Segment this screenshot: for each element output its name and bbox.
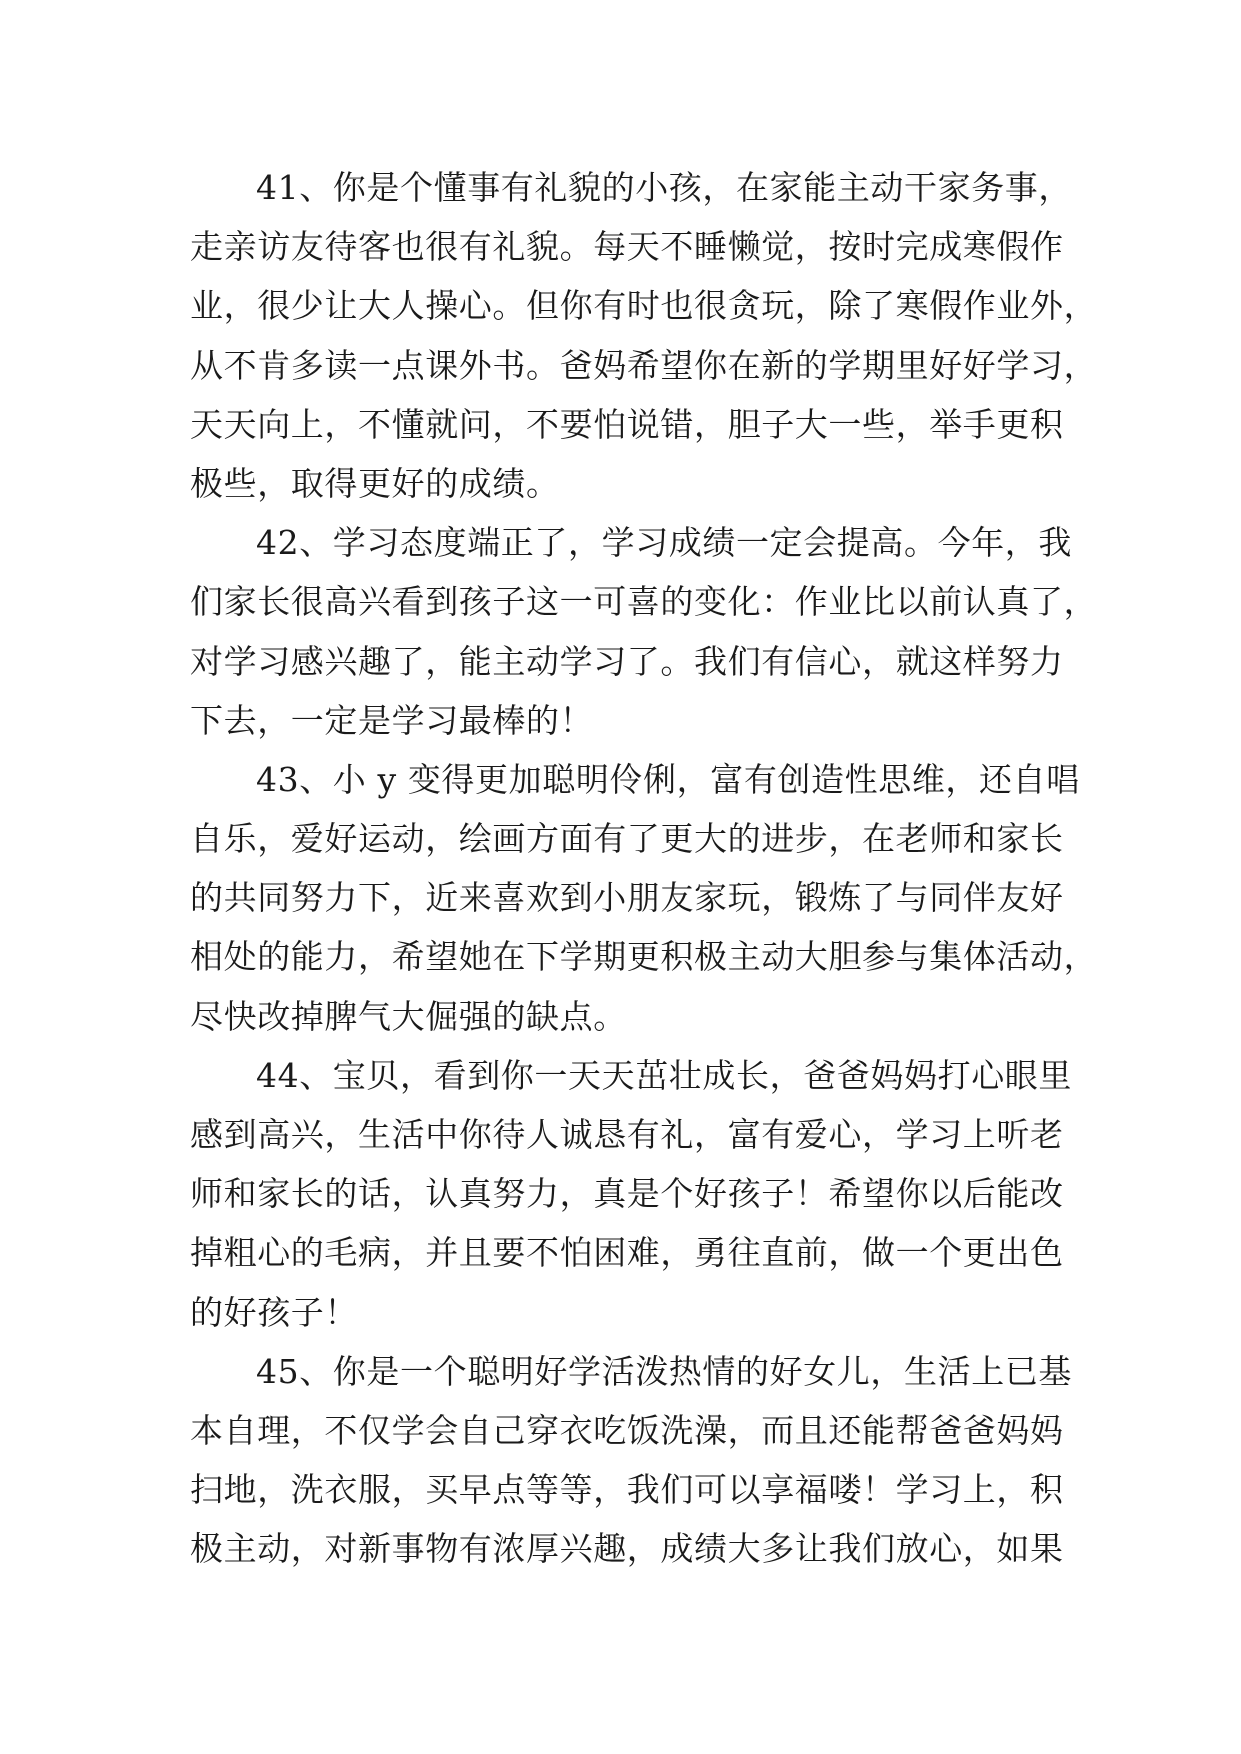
paragraph-line: 42、学习态度端正了，学习成绩一定会提高。今年，我 bbox=[256, 523, 1072, 563]
paragraph-43 bbox=[190, 750, 1098, 1046]
paragraph-line: 业，很少让大人操心。但你有时也很贪玩，除了寒假作业外， bbox=[190, 286, 1098, 326]
paragraph-line: 扫地，洗衣服，买早点等等，我们可以享福喽！学习上，积 bbox=[190, 1470, 1064, 1510]
paragraph-line: 44、宝贝，看到你一天天茁壮成长，爸爸妈妈打心眼里 bbox=[256, 1055, 1072, 1095]
paragraph-44 bbox=[190, 1046, 1072, 1342]
paragraph-line: 尽快改掉脾气大倔强的缺点。 bbox=[190, 996, 627, 1036]
paragraph-line: 45、你是一个聪明好学活泼热情的好女儿，生活上已基 bbox=[256, 1351, 1072, 1391]
document-body bbox=[190, 158, 1098, 1579]
paragraph-line: 极主动，对新事物有浓厚兴趣，成绩大多让我们放心，如果 bbox=[190, 1529, 1064, 1569]
paragraph-line: 们家长很高兴看到孩子这一可喜的变化：作业比以前认真了， bbox=[190, 582, 1098, 622]
paragraph-line: 天天向上，不懂就问，不要怕说错，胆子大一些，举手更积 bbox=[190, 404, 1064, 444]
paragraph-line: 感到高兴，生活中你待人诚恳有礼，富有爱心，学习上听老 bbox=[190, 1115, 1064, 1154]
paragraph-line: 从不肯多读一点课外书。爸妈希望你在新的学期里好好学习， bbox=[190, 345, 1098, 385]
paragraph-42 bbox=[190, 513, 1098, 750]
paragraph-line: 的好孩子！ bbox=[190, 1292, 358, 1332]
paragraph-line: 43、小 y 变得更加聪明伶俐，富有创造性思维，还自唱 bbox=[256, 759, 1080, 799]
paragraph-line: 对学习感兴趣了，能主动学习了。我们有信心，就这样努力 bbox=[190, 641, 1064, 681]
paragraph-line: 的共同努力下，近来喜欢到小朋友家玩，锻炼了与同伴友好 bbox=[190, 878, 1064, 918]
paragraph-line: 掉粗心的毛病，并且要不怕困难，勇往直前，做一个更出色 bbox=[190, 1233, 1064, 1273]
paragraph-line: 走亲访友待客也很有礼貌。每天不睡懒觉，按时完成寒假作 bbox=[190, 227, 1064, 267]
paragraph-41 bbox=[190, 158, 1098, 513]
paragraph-line: 极些，取得更好的成绩。 bbox=[190, 463, 560, 503]
paragraph-line: 师和家长的话，认真努力，真是个好孩子！希望你以后能改 bbox=[190, 1174, 1064, 1214]
paragraph-45 bbox=[190, 1342, 1072, 1579]
paragraph-line: 本自理，不仅学会自己穿衣吃饭洗澡，而且还能帮爸爸妈妈 bbox=[190, 1410, 1064, 1450]
paragraph-line: 相处的能力，希望她在下学期更积极主动大胆参与集体活动， bbox=[190, 937, 1098, 977]
paragraph-line: 41、你是个懂事有礼貌的小孩，在家能主动干家务事， bbox=[256, 168, 1072, 207]
paragraph-line: 自乐，爱好运动，绘画方面有了更大的进步，在老师和家长 bbox=[190, 819, 1064, 859]
paragraph-line: 下去，一定是学习最棒的！ bbox=[190, 700, 594, 740]
